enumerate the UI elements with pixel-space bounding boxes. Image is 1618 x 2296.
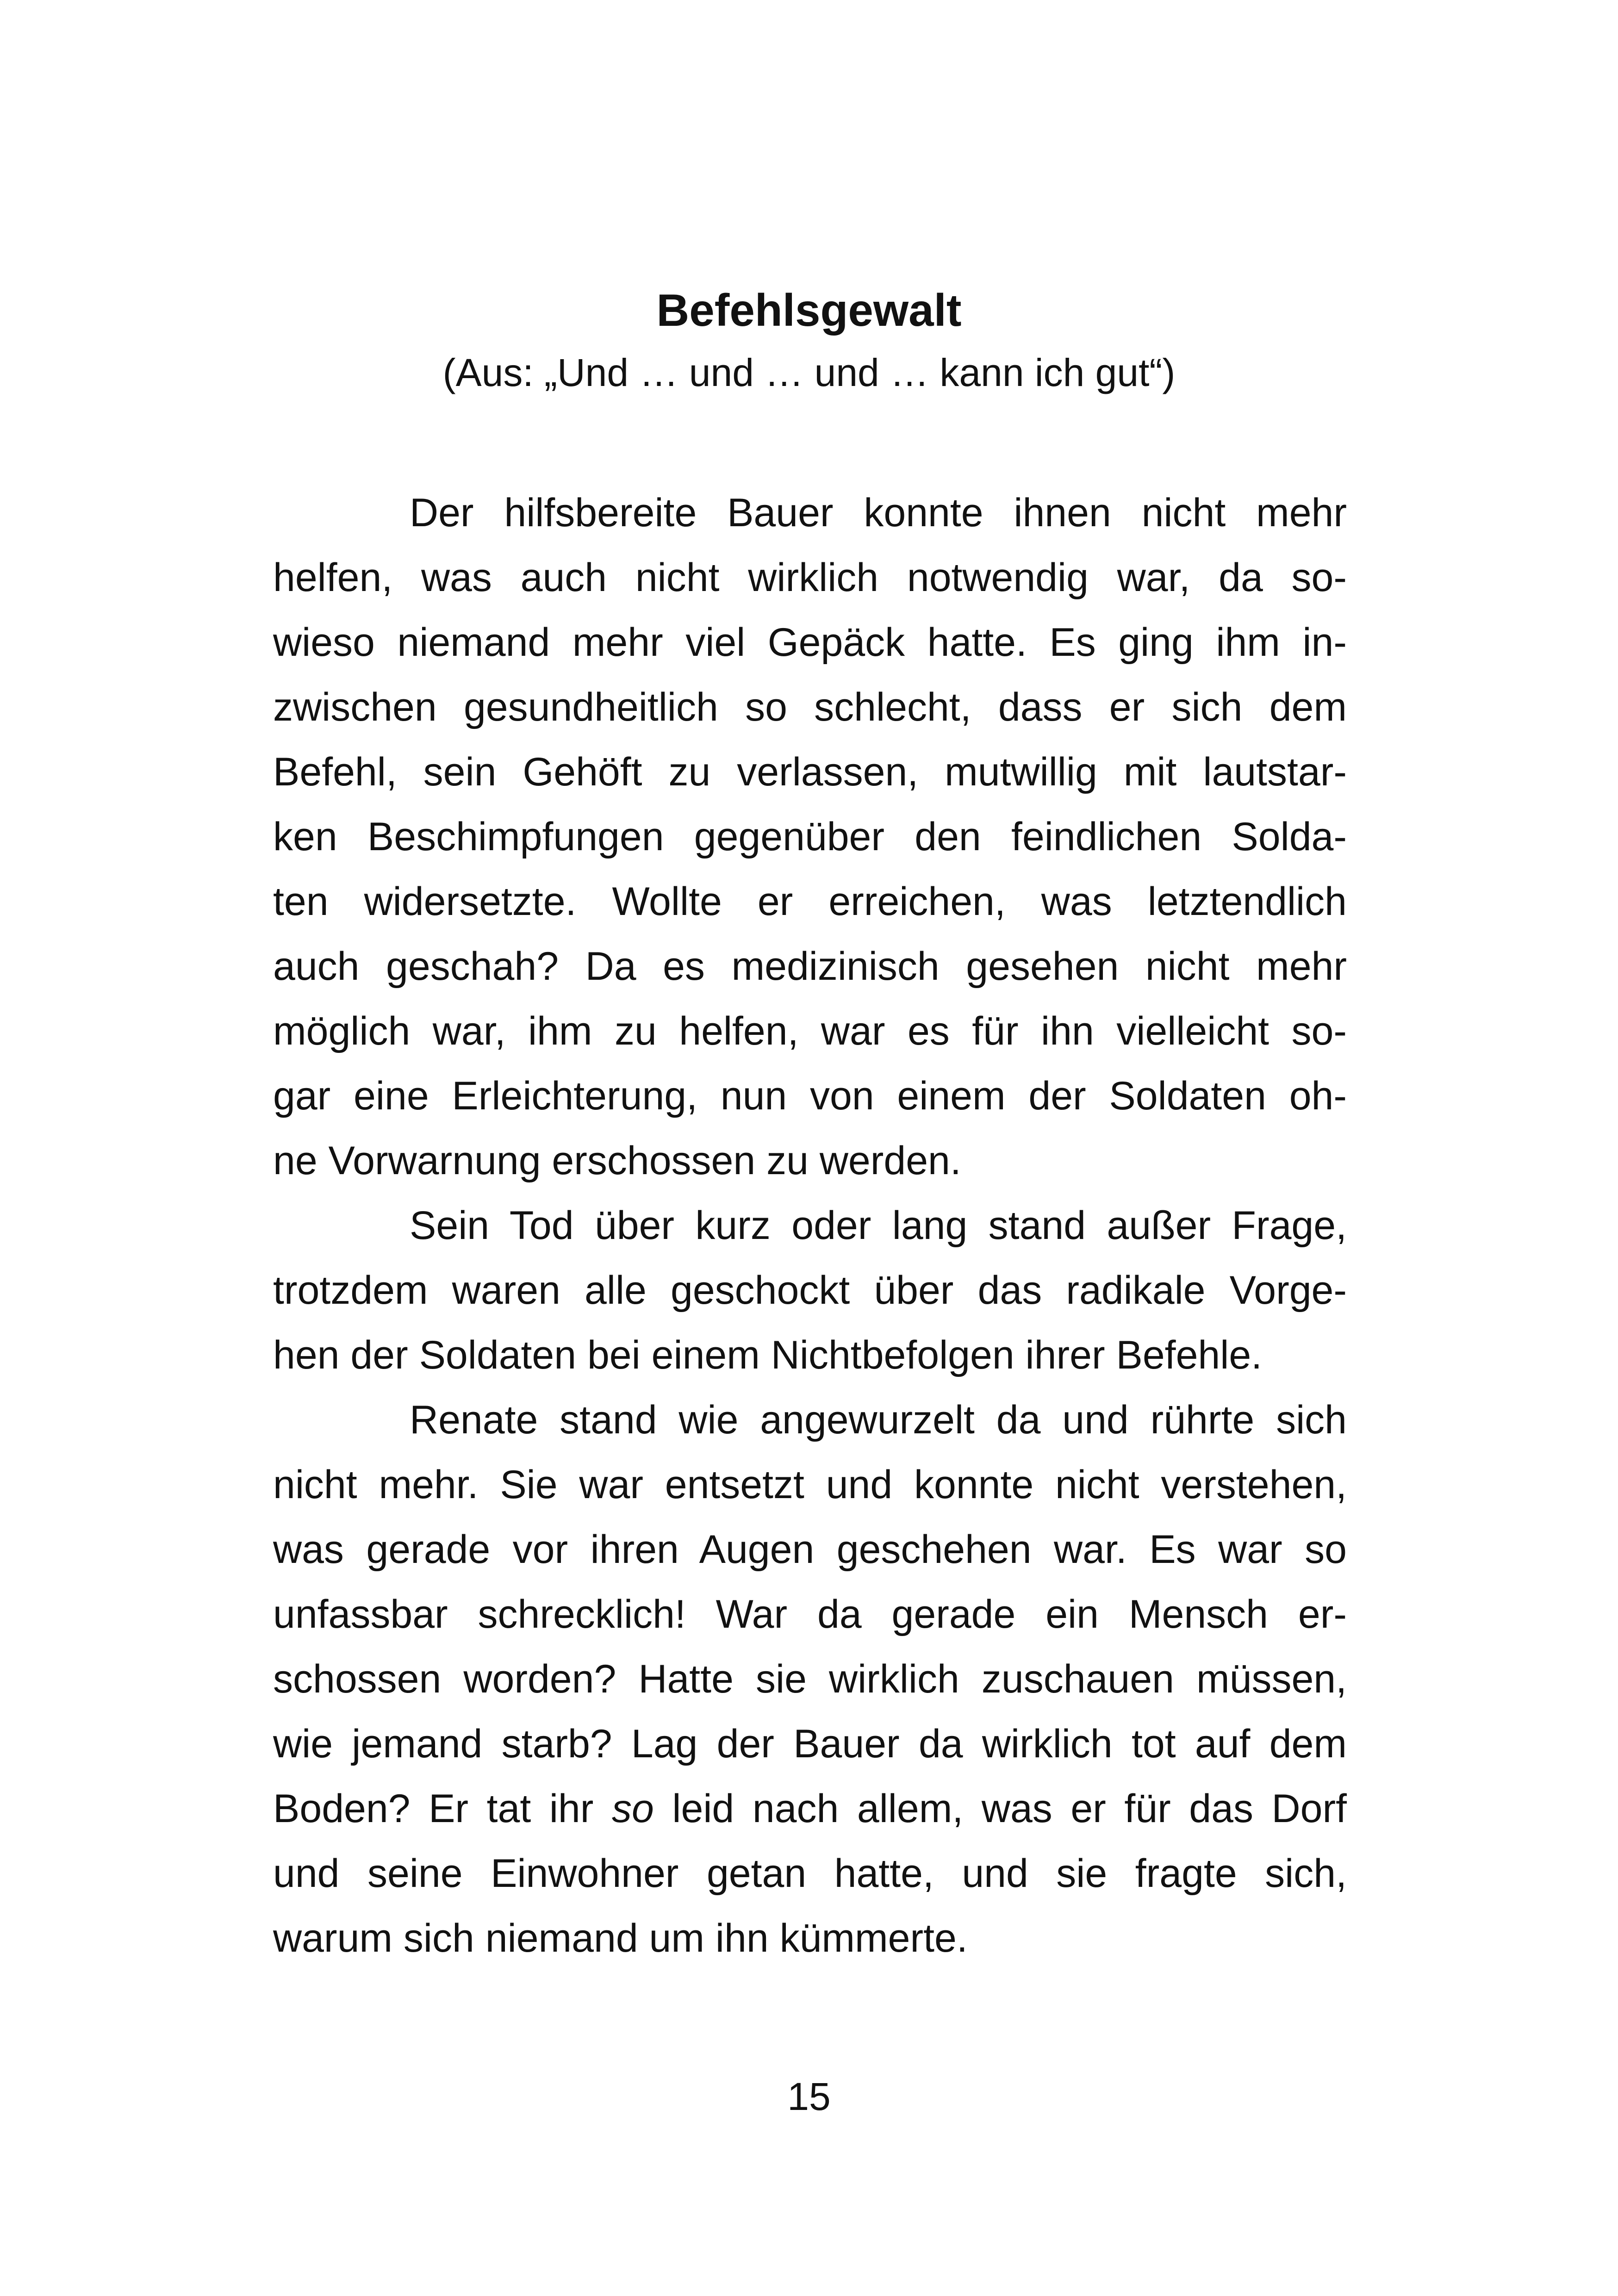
text-line: wie jemand starb? Lag der Bauer da wirklich tot auf dem: [273, 1722, 1347, 1766]
text-line: unfassbar schrecklich! War da gerade ein Mensch er-: [273, 1592, 1347, 1636]
text-line-with-italic: [273, 1776, 1347, 1841]
body-text: [273, 480, 1347, 1971]
chapter-subtitle: (Aus: „Und … und … und … kann ich gut“): [442, 351, 1176, 394]
text-line: trotzdem waren alle geschockt über das radikale Vorge-: [273, 1268, 1347, 1313]
text-line: nicht mehr. Sie war entsetzt und konnte nicht verstehen,: [273, 1462, 1347, 1507]
text-line: Renate stand wie angewurzelt da und rührte sich: [410, 1398, 1347, 1442]
page-number: 15: [787, 2075, 831, 2118]
text-segment: Boden? Er tat ihr: [273, 1786, 612, 1831]
text-line: ne Vorwarnung erschossen zu werden.: [273, 1139, 961, 1183]
text-line: Sein Tod über kurz oder lang stand außer Frage,: [410, 1203, 1347, 1248]
chapter-title: Befehlsgewalt: [656, 285, 962, 336]
paragraph: [273, 1193, 1347, 1388]
italic-emphasis: so: [611, 1786, 654, 1831]
text-line: möglich war, ihm zu helfen, war es für ihn vielleicht so-: [273, 1009, 1347, 1053]
text-segment: leid nach allem, was er für das Dorf: [653, 1786, 1347, 1831]
text-line: zwischen gesundheitlich so schlecht, dass er sich dem: [273, 685, 1347, 729]
paragraph: [273, 480, 1347, 1193]
text-line: was gerade vor ihren Augen geschehen war. Es war so: [273, 1527, 1347, 1572]
text-line: helfen, was auch nicht wirklich notwendig war, da so-: [273, 555, 1347, 600]
text-line: warum sich niemand um ihn kümmerte.: [273, 1916, 968, 1960]
text-line: ken Beschimpfungen gegenüber den feindlichen Solda-: [273, 815, 1347, 859]
text-line: auch geschah? Da es medizinisch gesehen nicht mehr: [273, 944, 1347, 989]
text-line: ten widersetzte. Wollte er erreichen, was letztendlich: [273, 879, 1347, 924]
text-line: hen der Soldaten bei einem Nichtbefolgen ihrer Befehle.: [273, 1333, 1263, 1377]
text-line: gar eine Erleichterung, nun von einem der Soldaten oh-: [273, 1074, 1347, 1118]
text-line: und seine Einwohner getan hatte, und sie fragte sich,: [273, 1851, 1347, 1896]
paragraph: [273, 1388, 1347, 1971]
text-line: Der hilfsbereite Bauer konnte ihnen nicht mehr: [410, 491, 1347, 535]
text-line: schossen worden? Hatte sie wirklich zuschauen müssen,: [273, 1657, 1347, 1701]
text-line: wieso niemand mehr viel Gepäck hatte. Es ging ihm in-: [273, 620, 1347, 665]
text-line: Befehl, sein Gehöft zu verlassen, mutwillig mit lautstar-: [273, 750, 1347, 794]
